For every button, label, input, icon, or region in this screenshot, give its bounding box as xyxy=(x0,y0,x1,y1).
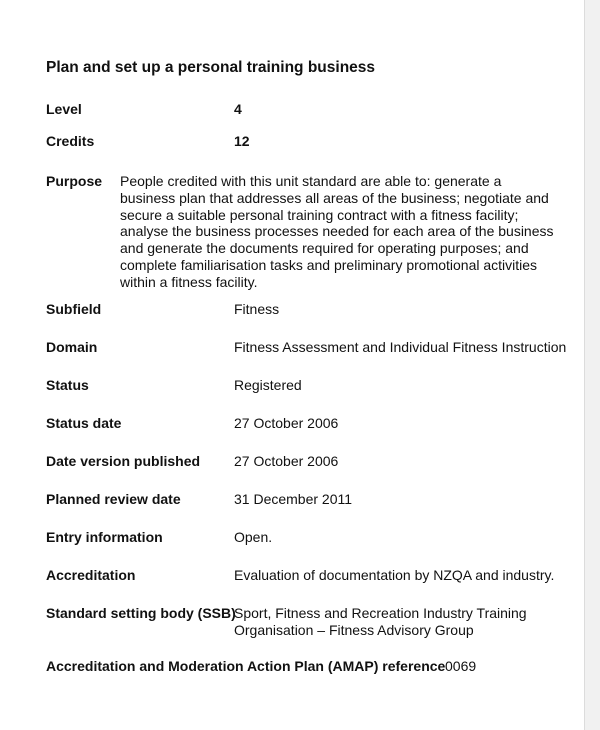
purpose-text: People credited with this unit standard are able to: generate a business plan that addresses all areas of the business; negotiate and secure a suitable personal training contract with a fitness facility; analyse the business processes needed for each area of the business and generate the documents required for operating purposes; and complete familiarisation tasks and preliminary promotional activities within a fitness facility. xyxy=(120,173,554,290)
credits-label: Credits xyxy=(46,133,95,149)
accreditation-label: Accreditation xyxy=(46,567,136,583)
domain-value: Fitness Assessment and Individual Fitness Instruction xyxy=(234,339,567,355)
accreditation-value: Evaluation of documentation by NZQA and industry. xyxy=(234,567,555,583)
status-label: Status xyxy=(46,377,89,393)
ssb-value xyxy=(234,605,527,639)
purpose-label: Purpose xyxy=(46,173,103,189)
level-label: Level xyxy=(46,101,82,117)
document-title: Plan and set up a personal training business xyxy=(46,59,376,76)
ssb-label: Standard setting body (SSB) xyxy=(46,605,236,621)
entry-information-label: Entry information xyxy=(46,529,163,545)
status-value: Registered xyxy=(234,377,302,393)
date-version-published-label: Date version published xyxy=(46,453,201,469)
subfield-value: Fitness xyxy=(234,301,280,317)
ssb-value-line-1: Sport, Fitness and Recreation Industry Training xyxy=(234,605,527,621)
planned-review-date-label: Planned review date xyxy=(46,491,181,507)
credits-value: 12 xyxy=(234,133,250,149)
amap-label: Accreditation and Moderation Action Plan (AMAP) reference xyxy=(46,658,446,674)
amap-value: 0069 xyxy=(445,658,477,674)
ssb-value-line-2: Organisation – Fitness Advisory Group xyxy=(234,621,474,638)
status-date-label: Status date xyxy=(46,415,122,431)
subfield-label: Subfield xyxy=(46,301,102,317)
planned-review-date-value: 31 December 2011 xyxy=(234,491,353,507)
entry-information-value: Open. xyxy=(234,529,273,545)
level-value: 4 xyxy=(234,101,242,117)
status-date-value: 27 October 2006 xyxy=(234,415,339,431)
date-version-published-value: 27 October 2006 xyxy=(234,453,339,469)
domain-label: Domain xyxy=(46,339,98,355)
scrollbar-track[interactable] xyxy=(585,0,600,730)
